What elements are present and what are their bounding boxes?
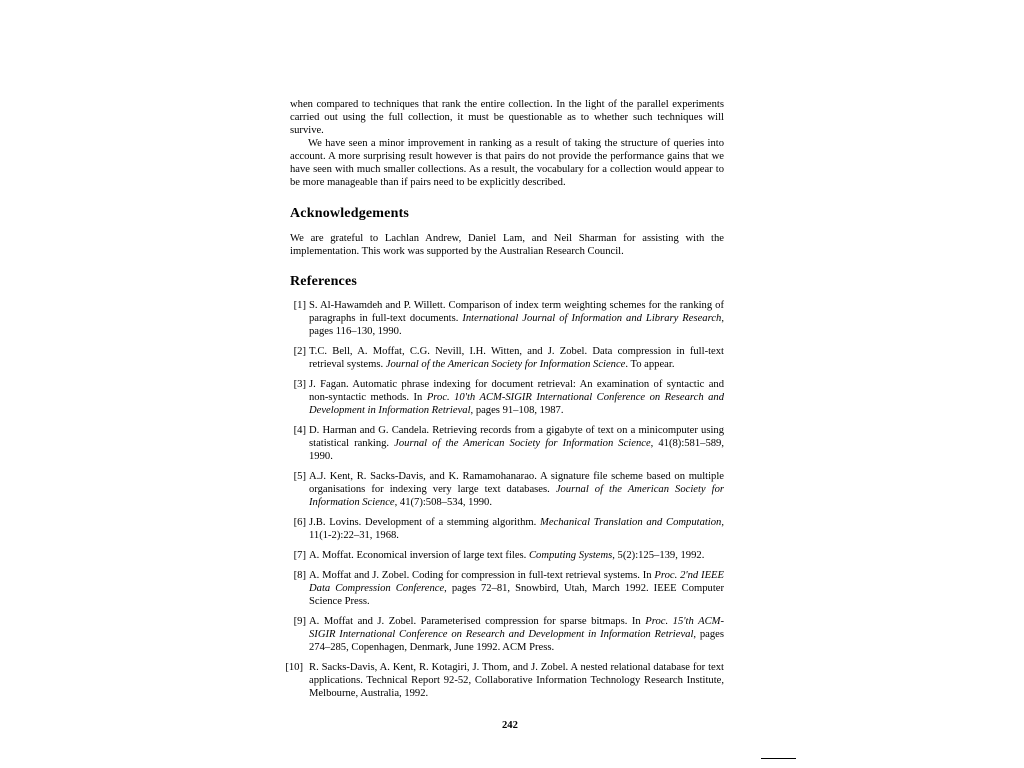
reference-text xyxy=(309,345,724,371)
reference-authors-title: S. Al-Hawamdeh and P. Willett. Comparison of index term weighting schemes for the ranking of paragraphs in full-text documents. xyxy=(309,300,724,324)
reference-authors-title: A. Moffat and J. Zobel. Parameterised compression for sparse bitmaps. In xyxy=(309,616,646,627)
reference-number: [9] xyxy=(293,616,306,627)
reference-text xyxy=(309,569,724,608)
reference-text xyxy=(309,615,724,654)
reference-details: , pages 72–81, Snowbird, Utah, March 1992. IEEE Computer Science Press. xyxy=(309,583,724,607)
reference-item xyxy=(290,424,724,463)
reference-venue: Mechanical Translation and Computation xyxy=(540,517,722,528)
paper-page xyxy=(285,98,725,707)
reference-details: , pages 274–285, Copenhagen, Denmark, June 1992. ACM Press. xyxy=(309,629,724,653)
references-heading: References xyxy=(290,274,358,289)
reference-details: , 41(7):508–534, 1990. xyxy=(394,497,493,508)
reference-venue: Journal of the American Society for Information Science xyxy=(309,484,724,508)
reference-authors-title: A. Moffat. Economical inversion of large text files. xyxy=(309,550,529,561)
reference-authors-title: T.C. Bell, A. Moffat, C.G. Nevill, I.H. Witten, and J. Zobel. Data compression in full-text retrieval systems. xyxy=(309,346,724,370)
acknowledgements-heading: Acknowledgements xyxy=(290,206,410,221)
reference-details: , pages 91–108, 1987. xyxy=(470,405,564,416)
reference-number: [2] xyxy=(293,346,306,357)
reference-item xyxy=(290,378,724,417)
reference-authors-title: D. Harman and G. Candela. Retrieving records from a gigabyte of text on a minicomputer using statistical ranking. xyxy=(309,425,724,449)
reference-number: [6] xyxy=(293,517,306,528)
reference-authors-title: R. Sacks-Davis, A. Kent, R. Kotagiri, J. Thom, and J. Zobel. A nested relational database for text applications. Technical Report 92-52, Collaborative Information Technology Research Institute, Melbourne, Australia, 1992. xyxy=(309,662,724,699)
reference-number: [1] xyxy=(293,300,306,311)
reference-authors-title: A.J. Kent, R. Sacks-Davis, and K. Ramamohanarao. A signature file scheme based on multiple organisations for indexing very large text databases. xyxy=(309,471,724,495)
reference-authors-title: J.B. Lovins. Development of a stemming algorithm. xyxy=(309,517,541,528)
reference-venue: International Journal of Information and Library Research xyxy=(462,313,722,324)
reference-item xyxy=(290,516,724,542)
reference-number: [8] xyxy=(293,570,306,581)
reference-authors-title: J. Fagan. Automatic phrase indexing for document retrieval: An examination of syntactic and non-syntactic methods. In xyxy=(309,379,724,403)
reference-details: , 11(1-2):22–31, 1968. xyxy=(309,517,724,541)
acknowledgements-body: We are grateful to Lachlan Andrew, Daniel Lam, and Neil Sharman for assisting with the implementation. This work was supported by the Australian Research Council. xyxy=(290,233,724,257)
reference-item xyxy=(285,661,724,700)
page-number: 242 xyxy=(502,720,518,731)
reference-number: [5] xyxy=(293,471,306,482)
reference-item xyxy=(290,299,724,338)
body-paragraph: We have seen a minor improvement in ranking as a result of taking the structure of queries into account. A more surprising result however is that pairs do not provide the performance gains that we have seen with much smaller collections. As a result, the vocabulary for a collection would appear to be more manageable than if pairs need to be explicitly described. xyxy=(290,138,724,188)
reference-text xyxy=(309,378,724,417)
reference-venue: Proc. 15'th ACM-SIGIR International Conference on Research and Development in Information Retrieval xyxy=(309,616,724,640)
reference-details: . To appear. xyxy=(625,359,675,370)
reference-item xyxy=(290,345,724,371)
reference-venue: Journal of the American Society for Information Science xyxy=(385,359,626,370)
footer-rule xyxy=(761,758,796,759)
reference-text xyxy=(309,516,724,542)
reference-text xyxy=(309,424,724,463)
reference-item xyxy=(290,615,724,654)
reference-item xyxy=(290,569,724,608)
reference-number: [4] xyxy=(293,425,306,436)
reference-details: , 5(2):125–139, 1992. xyxy=(612,550,705,561)
reference-venue: Proc. 10'th ACM-SIGIR International Conference on Research and Development in Information Retrieval xyxy=(309,392,725,416)
reference-number: [3] xyxy=(293,379,306,390)
reference-venue: Journal of the American Society for Information Science xyxy=(394,438,651,449)
reference-venue: Proc. 2'nd IEEE Data Compression Conference xyxy=(309,570,724,594)
reference-details: , 41(8):581–589, 1990. xyxy=(309,438,724,462)
reference-venue: Computing Systems xyxy=(528,550,613,561)
reference-text xyxy=(309,549,724,562)
reference-text xyxy=(309,299,724,338)
reference-number: [7] xyxy=(293,550,306,561)
reference-item xyxy=(290,470,724,509)
reference-number: [10] xyxy=(285,662,303,673)
reference-text xyxy=(309,470,724,509)
reference-item xyxy=(290,549,724,562)
reference-text xyxy=(309,661,724,700)
reference-authors-title: A. Moffat and J. Zobel. Coding for compression in full-text retrieval systems. In xyxy=(309,570,655,581)
body-paragraph: when compared to techniques that rank the entire collection. In the light of the parallel experiments carried out using the full collection, it must be questionable as to whether such techniques will survive. xyxy=(290,99,724,136)
reference-details: , pages 116–130, 1990. xyxy=(309,313,724,337)
reference-list xyxy=(285,299,725,700)
